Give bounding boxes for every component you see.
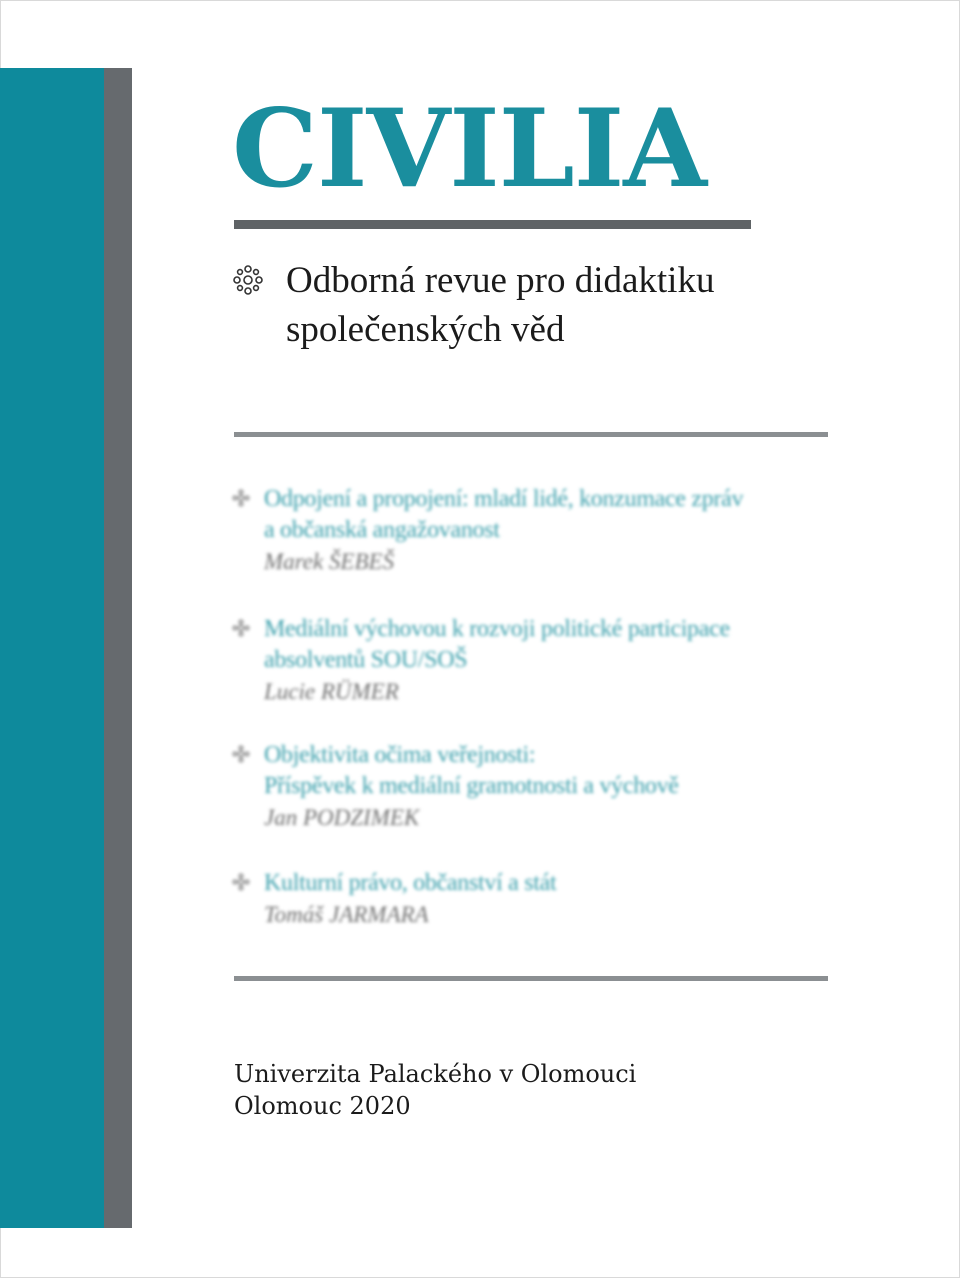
publisher-imprint	[234, 1058, 636, 1122]
teal-spine-band	[0, 68, 104, 1228]
article-author: Marek ŠEBEŠ	[264, 549, 395, 574]
article-title-line: Příspěvek k mediální gramotnosti a výchově	[264, 773, 679, 799]
article-title	[264, 614, 730, 676]
list-item	[232, 868, 556, 930]
contents-top-rule	[234, 432, 828, 437]
list-item	[232, 614, 730, 707]
article-author: Tomáš JARMARA	[264, 902, 429, 927]
journal-subtitle	[286, 256, 714, 354]
journal-title: CIVILIA	[232, 86, 707, 212]
grey-spine-band	[104, 68, 132, 1228]
article-title-line: Kulturní právo, občanství a stát	[264, 870, 557, 896]
article-author: Lucie RÜMER	[264, 679, 399, 704]
subtitle-line-1: Odborná revue pro didaktiku	[286, 260, 715, 301]
article-title	[264, 484, 743, 546]
bullet-ornament-icon	[232, 745, 250, 763]
article-title-line: Objektivita očima veřejnosti:	[264, 742, 536, 768]
bullet-ornament-icon	[232, 489, 250, 507]
article-title	[264, 868, 556, 899]
subtitle-line-2: společenských věd	[286, 309, 565, 350]
list-item	[232, 740, 679, 833]
contents-bottom-rule	[234, 976, 828, 981]
bullet-ornament-icon	[232, 873, 250, 891]
article-title	[264, 740, 679, 802]
article-title-line: Mediální výchovou k rozvoji politické participace	[264, 616, 730, 642]
list-item	[232, 484, 743, 577]
publisher-name: Univerzita Palackého v Olomouci	[234, 1060, 637, 1088]
article-title-line: a občanská angažovanost	[264, 517, 500, 543]
article-title-line: absolventů SOU/SOŠ	[264, 647, 468, 673]
article-author: Jan PODZIMEK	[264, 805, 420, 830]
publication-place-year: Olomouc 2020	[234, 1092, 411, 1120]
title-underline	[234, 220, 751, 229]
ornament-icon	[232, 264, 264, 296]
article-title-line: Odpojení a propojení: mladí lidé, konzumace zpráv	[264, 486, 744, 512]
bullet-ornament-icon	[232, 619, 250, 637]
